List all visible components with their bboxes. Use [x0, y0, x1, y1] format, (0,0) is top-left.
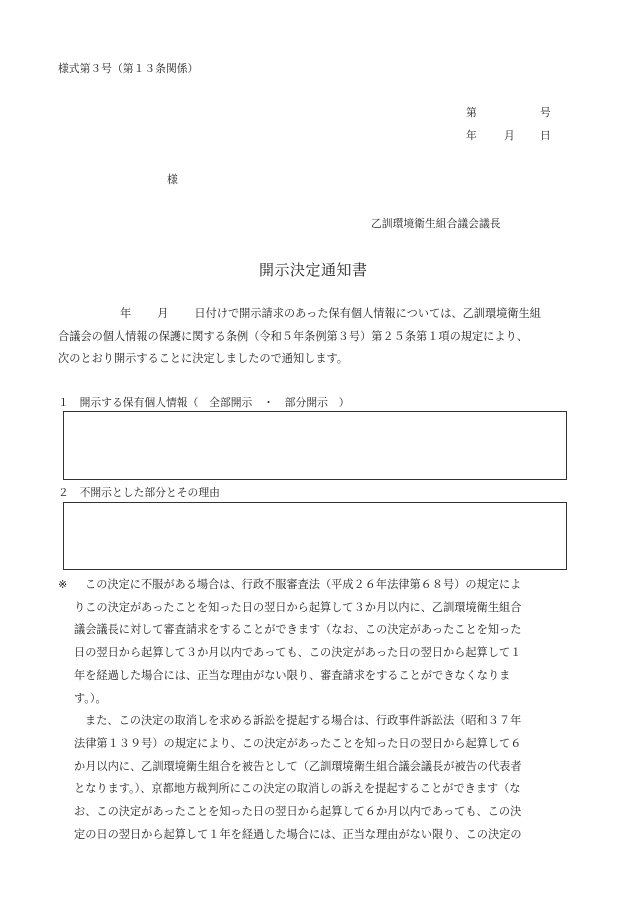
- lawsuit-line: となります。）、京都地方裁判所にこの決定の取消しの訴えを提起することができます（な: [74, 782, 521, 796]
- note-mark: ※: [58, 578, 68, 591]
- section-1-label: １ 開示する保有個人情報（ 全部開示 ・ 部分開示 ）: [58, 396, 350, 409]
- intro-line-1: [58, 303, 541, 326]
- note-line: 日の翌日から起算して３か月以内であっても、この決定があった日の翌日から起算して１: [74, 646, 522, 660]
- lawsuit-line: また、この決定の取消しを求める訴訟を提起する場合は、行政事件訴訟法（昭和３７年: [85, 714, 522, 728]
- date-year: 年: [466, 129, 477, 142]
- intro-line-2: 合議会の個人情報の保護に関する条例（令和５年条例第３号）第２５条第１項の規定により、: [58, 329, 528, 343]
- intro-month: 月: [157, 307, 169, 320]
- issuer-name: 乙訓環境衛生組合議会議長: [371, 217, 501, 230]
- note-line: す。）。: [74, 691, 107, 705]
- note-line: りこの決定があったことを知った日の翌日から起算して３か月以内に、乙訓環境衛生組合: [74, 600, 522, 614]
- section-2-label: ２ 不開示とした部分とその理由: [58, 486, 220, 499]
- intro-year: 年: [120, 307, 132, 320]
- appeal-notice: [74, 574, 522, 846]
- note-line: 年を経過した場合には、正当な理由がない限り、審査請求をすることができなくなりま: [74, 668, 511, 682]
- nondisclosure-reason-box[interactable]: [63, 502, 567, 570]
- lawsuit-line: 法律第１３９号）の規定により、この決定があったことを知った日の翌日から起算して６: [74, 736, 522, 750]
- note-line: この決定に不服がある場合は、行政不服審査法（平成２６年法律第６８号）の規定によ: [85, 578, 522, 591]
- ref-dai: 第: [466, 106, 477, 119]
- date-day: 日: [540, 129, 551, 142]
- date-month: 月: [504, 129, 515, 142]
- form-label: 様式第３号（第１３条関係）: [58, 62, 199, 75]
- note-line: 議会議長に対して審査請求をすることができます（なお、この決定があったことを知った: [74, 623, 522, 637]
- intro-line-3: 次のとおり開示することに決定しましたので通知します。: [58, 352, 348, 366]
- ref-gou: 号: [540, 106, 551, 119]
- lawsuit-line: 定の日の翌日から起算して１年を経過した場合には、正当な理由がない限り、この決定の: [74, 827, 522, 841]
- disclosed-info-box[interactable]: [63, 411, 567, 480]
- intro-line-1-text: 日付けで開示請求のあった保有個人情報については、乙訓環境衛生組: [194, 307, 541, 320]
- intro-paragraph: [58, 303, 541, 371]
- lawsuit-line: お、この決定があったことを知った日の翌日から起算して６か月以内であっても、この決: [74, 805, 522, 819]
- recipient-suffix: 様: [167, 173, 178, 186]
- lawsuit-line: か月以内に、乙訓環境衛生組合を被告として（乙訓環境衛生組合議会議長が被告の代表者: [74, 759, 522, 773]
- document-title: 開示決定通知書: [259, 261, 368, 279]
